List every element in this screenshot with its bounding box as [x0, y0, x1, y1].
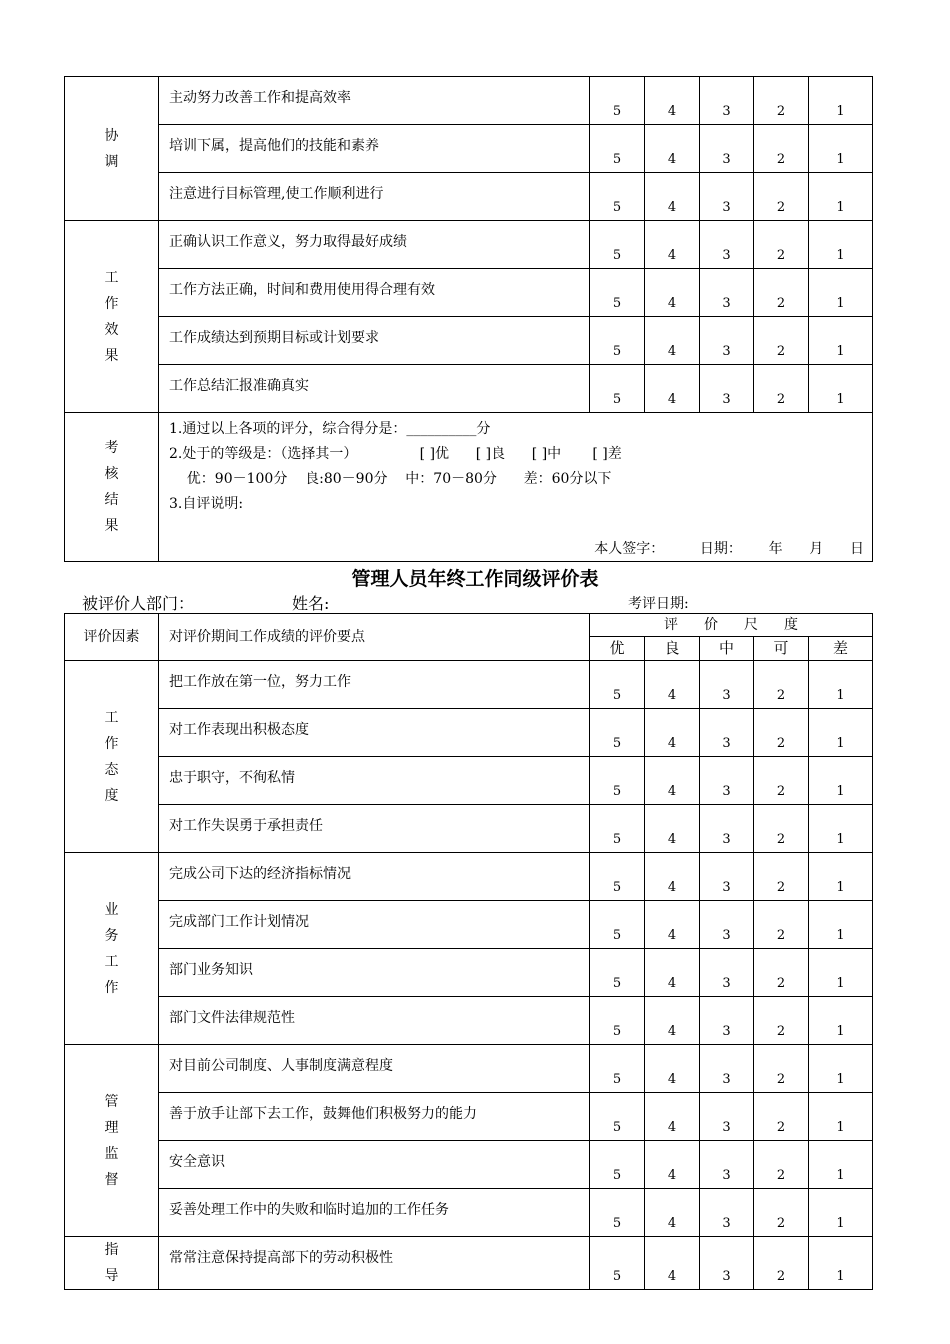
score-option[interactable]: 2	[754, 1141, 809, 1189]
category-cell	[65, 1045, 159, 1237]
score-option[interactable]: 2	[754, 1093, 809, 1141]
score-option[interactable]: 5	[590, 269, 645, 317]
score-option[interactable]: 2	[754, 805, 809, 853]
table-row	[65, 173, 873, 221]
category-label: 管理	[104, 1093, 141, 1136]
score-option[interactable]: 1	[809, 1093, 873, 1141]
evaluation-item: 常常注意保持提高部下的劳动积极性	[159, 1237, 590, 1290]
evaluation-item: 完成部门工作计划情况	[159, 901, 590, 949]
score-option[interactable]: 1	[809, 269, 873, 317]
score-option[interactable]: 3	[700, 949, 754, 997]
score-option[interactable]: 3	[700, 1093, 754, 1141]
score-option[interactable]: 3	[700, 661, 754, 709]
category-label: 工作	[104, 953, 141, 996]
score-option[interactable]: 3	[700, 77, 754, 125]
category-label: 考核	[104, 440, 141, 482]
score-option[interactable]: 1	[809, 757, 873, 805]
score-option[interactable]: 3	[700, 125, 754, 173]
table-row	[65, 709, 873, 757]
score-option[interactable]: 1	[809, 1189, 873, 1237]
category-cell	[65, 853, 159, 1045]
score-option[interactable]: 1	[809, 77, 873, 125]
score-option[interactable]: 4	[645, 853, 700, 901]
score-option[interactable]: 5	[590, 901, 645, 949]
table-row	[65, 221, 873, 269]
score-option[interactable]: 1	[809, 853, 873, 901]
category-label: 工作	[104, 269, 141, 312]
score-option[interactable]: 1	[809, 221, 873, 269]
score-option[interactable]: 2	[754, 221, 809, 269]
score-option[interactable]: 2	[754, 949, 809, 997]
level-poor: 差	[809, 637, 873, 661]
score-option[interactable]: 1	[809, 365, 873, 413]
score-option[interactable]: 1	[809, 901, 873, 949]
score-option[interactable]: 5	[590, 1237, 645, 1290]
score-option[interactable]: 2	[754, 757, 809, 805]
dept-label: 被评价人部门：	[82, 594, 195, 613]
result-line4: 3.自评说明:	[169, 496, 244, 512]
score-option[interactable]: 2	[754, 77, 809, 125]
score-option[interactable]: 3	[700, 173, 754, 221]
score-option[interactable]: 2	[754, 901, 809, 949]
score-option[interactable]: 2	[754, 365, 809, 413]
evaluation-item: 工作总结汇报准确真实	[159, 365, 590, 413]
score-option[interactable]: 2	[754, 269, 809, 317]
score-option[interactable]: 2	[754, 173, 809, 221]
score-option[interactable]: 5	[590, 661, 645, 709]
score-option[interactable]: 3	[700, 901, 754, 949]
score-option[interactable]: 1	[809, 173, 873, 221]
evaluation-item: 对目前公司制度、人事制度满意程度	[159, 1045, 590, 1093]
score-option[interactable]: 3	[700, 757, 754, 805]
score-option[interactable]: 1	[809, 709, 873, 757]
score-option[interactable]: 5	[590, 997, 645, 1045]
score-option[interactable]: 5	[590, 1093, 645, 1141]
score-option[interactable]: 2	[754, 709, 809, 757]
score-option[interactable]: 3	[700, 709, 754, 757]
score-option[interactable]: 4	[645, 709, 700, 757]
score-option[interactable]: 4	[645, 125, 700, 173]
evaluation-item: 注意进行目标管理,使工作顺利进行	[159, 173, 590, 221]
score-option[interactable]: 3	[700, 1189, 754, 1237]
score-option[interactable]: 4	[645, 269, 700, 317]
evaluation-item: 完成公司下达的经济指标情况	[159, 853, 590, 901]
table-row	[65, 1237, 873, 1290]
category-label: 工作	[104, 709, 141, 752]
score-option[interactable]: 3	[700, 221, 754, 269]
category-label: 监督	[104, 1145, 141, 1188]
evaluation-item: 对工作失误勇于承担责任	[159, 805, 590, 853]
score-option[interactable]: 1	[809, 1045, 873, 1093]
score-option[interactable]: 4	[645, 1141, 700, 1189]
form-title: 管理人员年终工作同级评价表	[351, 568, 599, 590]
score-option[interactable]: 3	[700, 1141, 754, 1189]
category-cell	[65, 1237, 159, 1290]
score-option[interactable]: 2	[754, 997, 809, 1045]
evaluation-item: 善于放手让部下去工作，鼓舞他们积极努力的能力	[159, 1093, 590, 1141]
score-option[interactable]: 4	[645, 757, 700, 805]
evaluation-item: 部门业务知识	[159, 949, 590, 997]
result-line1: 1.通过以上各项的评分，综合得分是：__________分	[169, 421, 491, 437]
evaluation-item: 主动努力改善工作和提高效率	[159, 77, 590, 125]
table-row	[65, 365, 873, 413]
score-option[interactable]: 5	[590, 221, 645, 269]
score-option[interactable]: 2	[754, 661, 809, 709]
score-option[interactable]: 2	[754, 125, 809, 173]
score-option[interactable]: 2	[754, 1237, 809, 1290]
score-option[interactable]: 5	[590, 805, 645, 853]
score-option[interactable]: 4	[645, 1237, 700, 1290]
evaluation-item: 正确认识工作意义，努力取得最好成绩	[159, 221, 590, 269]
score-option[interactable]: 5	[590, 1189, 645, 1237]
category-cell	[65, 221, 159, 413]
score-option[interactable]: 5	[590, 1045, 645, 1093]
score-option[interactable]: 4	[645, 805, 700, 853]
score-option[interactable]: 3	[700, 1045, 754, 1093]
score-option[interactable]: 5	[590, 173, 645, 221]
score-option[interactable]: 1	[809, 805, 873, 853]
header-factor: 评价因素	[65, 614, 159, 661]
evaluation-item: 培训下属，提高他们的技能和素养	[159, 125, 590, 173]
score-option[interactable]: 1	[809, 317, 873, 365]
score-option[interactable]: 2	[754, 1045, 809, 1093]
level-medium: 中	[700, 637, 754, 661]
score-option[interactable]: 3	[700, 317, 754, 365]
header-scale: 评价尺度	[590, 614, 873, 637]
table-row	[65, 1141, 873, 1189]
score-option[interactable]: 4	[645, 173, 700, 221]
score-option[interactable]: 5	[590, 77, 645, 125]
table-row	[65, 269, 873, 317]
evaluation-item: 部门文件法律规范性	[159, 997, 590, 1045]
date-label: 考评日期:	[628, 596, 689, 612]
category-label: 结果	[104, 492, 141, 534]
table-row	[65, 757, 873, 805]
score-option[interactable]: 5	[590, 853, 645, 901]
score-option[interactable]: 5	[590, 949, 645, 997]
evaluation-item: 对工作表现出积极态度	[159, 709, 590, 757]
table-row	[65, 1093, 873, 1141]
result-row	[65, 413, 873, 562]
score-option[interactable]: 2	[754, 317, 809, 365]
score-option[interactable]: 5	[590, 757, 645, 805]
category-label: 指导	[104, 1242, 141, 1284]
score-option[interactable]: 4	[645, 221, 700, 269]
score-option[interactable]: 1	[809, 125, 873, 173]
score-option[interactable]: 4	[645, 901, 700, 949]
score-option[interactable]: 3	[700, 997, 754, 1045]
peer-evaluation-table	[64, 613, 873, 1290]
score-option[interactable]: 4	[645, 661, 700, 709]
category-label: 业务	[104, 901, 141, 944]
table-row	[65, 1045, 873, 1093]
level-good: 良	[645, 637, 700, 661]
table-row	[65, 901, 873, 949]
evaluation-table-continued	[64, 76, 873, 562]
result-line3: 优：90－100分 良:80－90分 中：70－80分 差：60分以下	[169, 471, 612, 487]
score-option[interactable]: 2	[754, 853, 809, 901]
table-row	[65, 125, 873, 173]
score-option[interactable]: 4	[645, 949, 700, 997]
header-points: 对评价期间工作成绩的评价要点	[159, 614, 590, 661]
evaluation-item: 把工作放在第一位，努力工作	[159, 661, 590, 709]
score-option[interactable]: 5	[590, 709, 645, 757]
signature-line[interactable]: 本人签字： 日期： 年 月 日	[594, 541, 864, 557]
score-option[interactable]: 1	[809, 661, 873, 709]
category-label: 效果	[104, 321, 141, 364]
score-option[interactable]: 4	[645, 77, 700, 125]
score-option[interactable]: 3	[700, 1237, 754, 1290]
table-row	[65, 949, 873, 997]
table-row	[65, 1189, 873, 1237]
score-option[interactable]: 4	[645, 317, 700, 365]
score-option[interactable]: 2	[754, 1189, 809, 1237]
name-label: 姓名:	[292, 594, 330, 613]
score-option[interactable]: 5	[590, 125, 645, 173]
score-option[interactable]: 1	[809, 1237, 873, 1290]
category-cell	[65, 77, 159, 221]
evaluation-item: 工作方法正确，时间和费用使用得合理有效	[159, 269, 590, 317]
table-row	[65, 661, 873, 709]
level-fair: 可	[754, 637, 809, 661]
table-row	[65, 997, 873, 1045]
table-row	[65, 853, 873, 901]
table-row	[65, 805, 873, 853]
score-option[interactable]: 4	[645, 1093, 700, 1141]
evaluation-item: 忠于职守，不徇私情	[159, 757, 590, 805]
category-cell	[65, 661, 159, 853]
result-content	[159, 413, 873, 562]
score-option[interactable]: 1	[809, 997, 873, 1045]
score-option[interactable]: 1	[809, 1141, 873, 1189]
score-option[interactable]: 3	[700, 365, 754, 413]
category-label: 态度	[104, 761, 141, 804]
evaluation-item: 工作成绩达到预期目标或计划要求	[159, 317, 590, 365]
score-option[interactable]: 3	[700, 853, 754, 901]
score-option[interactable]: 5	[590, 1141, 645, 1189]
score-option[interactable]: 5	[590, 365, 645, 413]
score-option[interactable]: 4	[645, 997, 700, 1045]
table-row	[65, 317, 873, 365]
evaluation-item: 妥善处理工作中的失败和临时追加的工作任务	[159, 1189, 590, 1237]
result-line2: 2.处于的等级是：（选择其一） [ ]优 [ ]良 [ ]中 [ ]差	[169, 446, 622, 462]
score-option[interactable]: 4	[645, 1045, 700, 1093]
score-option[interactable]: 4	[645, 365, 700, 413]
score-option[interactable]: 3	[700, 269, 754, 317]
category-label: 协调	[104, 127, 141, 170]
evaluation-item: 安全意识	[159, 1141, 590, 1189]
score-option[interactable]: 3	[700, 805, 754, 853]
score-option[interactable]: 4	[645, 1189, 700, 1237]
level-excellent: 优	[590, 637, 645, 661]
table-row	[65, 77, 873, 125]
score-option[interactable]: 5	[590, 317, 645, 365]
score-option[interactable]: 1	[809, 949, 873, 997]
category-cell	[65, 413, 159, 562]
